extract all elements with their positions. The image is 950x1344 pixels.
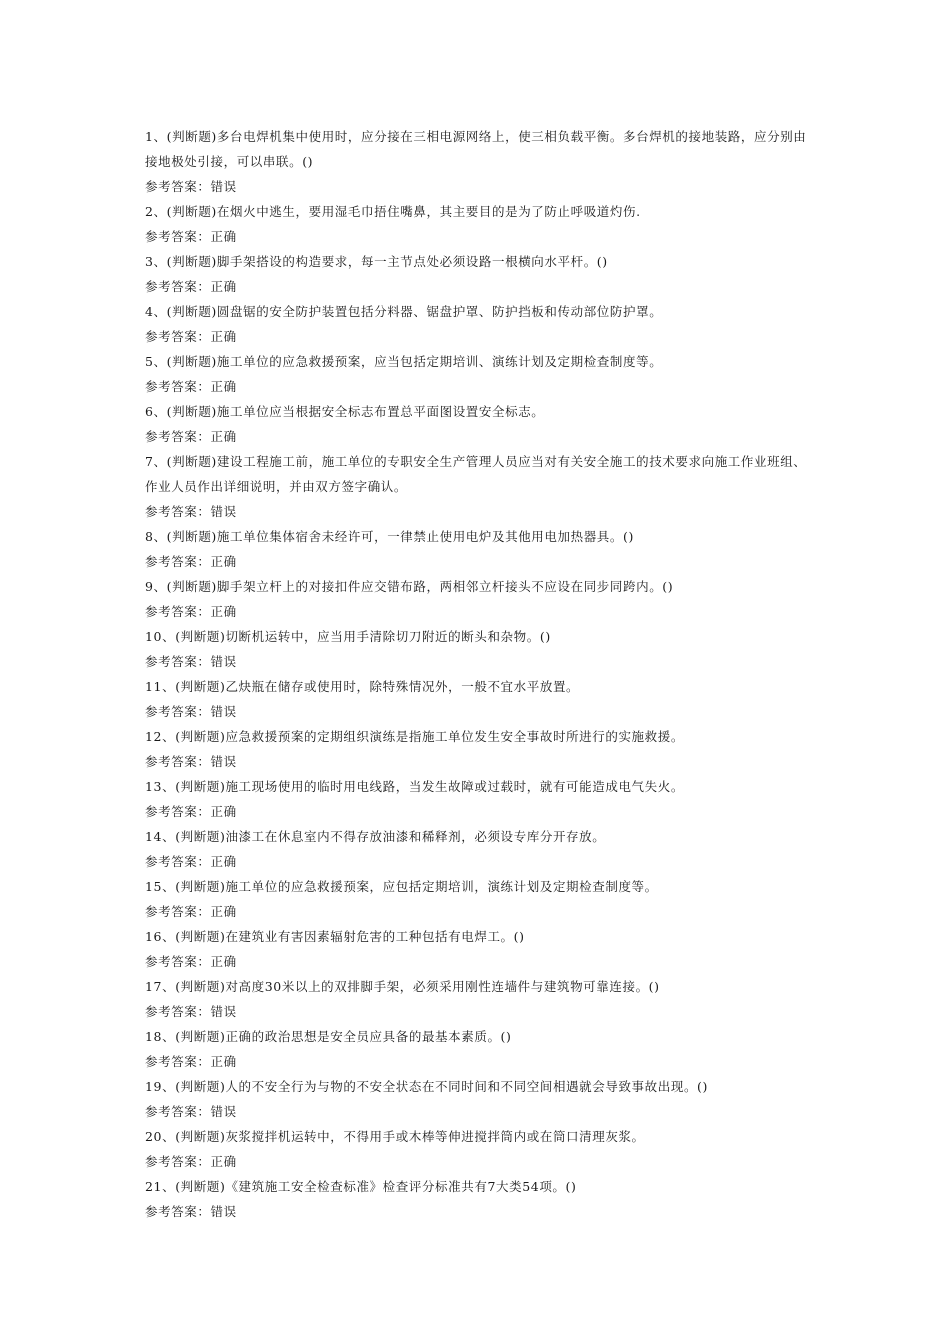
question-item bbox=[145, 524, 815, 574]
answer-text: 参考答案：正确 bbox=[145, 554, 237, 569]
question-text: 10、(判断题)切断机运转中，应当用手清除切刀附近的断头和杂物。() bbox=[145, 629, 551, 644]
question-text: 13、(判断题)施工现场使用的临时用电线路，当发生故障或过载时，就有可能造成电气失火。 bbox=[145, 779, 684, 794]
question-text: 21、(判断题)《建筑施工安全检查标准》检查评分标准共有7大类54项。() bbox=[145, 1179, 577, 1194]
question-text: 5、(判断题)施工单位的应急救援预案，应当包括定期培训、演练计划及定期检查制度等。 bbox=[145, 354, 663, 369]
question-text: 12、(判断题)应急救援预案的定期组织演练是指施工单位发生安全事故时所进行的实施救援。 bbox=[145, 729, 684, 744]
question-text: 7、(判断题)建设工程施工前，施工单位的专职安全生产管理人员应当对有关安全施工的技术要求向施工作业班组、作业人员作出详细说明，并由双方签字确认。 bbox=[145, 454, 807, 494]
question-text: 14、(判断题)油漆工在休息室内不得存放油漆和稀释剂，必须设专库分开存放。 bbox=[145, 829, 606, 844]
question-item bbox=[145, 824, 815, 874]
question-item bbox=[145, 574, 815, 624]
question-item bbox=[145, 1124, 815, 1174]
answer-text: 参考答案：正确 bbox=[145, 1054, 237, 1069]
answer-text: 参考答案：错误 bbox=[145, 654, 237, 669]
answer-text: 参考答案：错误 bbox=[145, 504, 237, 519]
answer-text: 参考答案：正确 bbox=[145, 854, 237, 869]
answer-text: 参考答案：正确 bbox=[145, 329, 237, 344]
question-text: 4、(判断题)圆盘锯的安全防护装置包括分料器、锯盘护罩、防护挡板和传动部位防护罩。 bbox=[145, 304, 663, 319]
question-list bbox=[145, 124, 815, 1224]
question-text: 1、(判断题)多台电焊机集中使用时，应分接在三相电源网络上，使三相负载平衡。多台焊机的接地装路，应分别由接地极处引接，可以串联。() bbox=[145, 129, 807, 169]
question-item bbox=[145, 1074, 815, 1124]
answer-text: 参考答案：错误 bbox=[145, 1004, 237, 1019]
question-item bbox=[145, 1174, 815, 1224]
answer-text: 参考答案：错误 bbox=[145, 754, 237, 769]
question-text: 17、(判断题)对高度30米以上的双排脚手架，必须采用刚性连墙件与建筑物可靠连接。() bbox=[145, 979, 660, 994]
question-item bbox=[145, 774, 815, 824]
question-item bbox=[145, 399, 815, 449]
question-item bbox=[145, 1024, 815, 1074]
question-text: 20、(判断题)灰浆搅拌机运转中，不得用手或木棒等伸进搅拌筒内或在筒口清理灰浆。 bbox=[145, 1129, 645, 1144]
answer-text: 参考答案：正确 bbox=[145, 429, 237, 444]
question-item bbox=[145, 449, 815, 524]
question-item bbox=[145, 974, 815, 1024]
answer-text: 参考答案：正确 bbox=[145, 379, 237, 394]
question-item bbox=[145, 724, 815, 774]
question-text: 15、(判断题)施工单位的应急救援预案，应包括定期培训，演练计划及定期检查制度等。 bbox=[145, 879, 658, 894]
answer-text: 参考答案：错误 bbox=[145, 1104, 237, 1119]
question-item bbox=[145, 299, 815, 349]
answer-text: 参考答案：错误 bbox=[145, 1204, 237, 1219]
question-text: 9、(判断题)脚手架立杆上的对接扣件应交错布路，两相邻立杆接头不应设在同步同跨内。() bbox=[145, 579, 674, 594]
question-item bbox=[145, 624, 815, 674]
question-text: 8、(判断题)施工单位集体宿舍未经许可，一律禁止使用电炉及其他用电加热器具。() bbox=[145, 529, 634, 544]
question-item bbox=[145, 124, 815, 199]
question-item bbox=[145, 924, 815, 974]
answer-text: 参考答案：正确 bbox=[145, 229, 237, 244]
question-text: 16、(判断题)在建筑业有害因素辐射危害的工种包括有电焊工。() bbox=[145, 929, 525, 944]
question-item bbox=[145, 199, 815, 249]
answer-text: 参考答案：正确 bbox=[145, 279, 237, 294]
question-item bbox=[145, 349, 815, 399]
answer-text: 参考答案：正确 bbox=[145, 954, 237, 969]
answer-text: 参考答案：正确 bbox=[145, 904, 237, 919]
question-item bbox=[145, 674, 815, 724]
question-text: 6、(判断题)施工单位应当根据安全标志布置总平面图设置安全标志。 bbox=[145, 404, 545, 419]
question-text: 19、(判断题)人的不安全行为与物的不安全状态在不同时间和不同空间相遇就会导致事故出现。() bbox=[145, 1079, 709, 1094]
question-text: 18、(判断题)正确的政治思想是安全员应具备的最基本素质。() bbox=[145, 1029, 512, 1044]
question-item bbox=[145, 874, 815, 924]
question-text: 2、(判断题)在烟火中逃生，要用湿毛巾捂住嘴鼻，其主要目的是为了防止呼吸道灼伤. bbox=[145, 204, 641, 219]
answer-text: 参考答案：正确 bbox=[145, 804, 237, 819]
question-item bbox=[145, 249, 815, 299]
answer-text: 参考答案：错误 bbox=[145, 179, 237, 194]
question-text: 3、(判断题)脚手架搭设的构造要求，每一主节点处必须设路一根横向水平杆。() bbox=[145, 254, 608, 269]
answer-text: 参考答案：正确 bbox=[145, 1154, 237, 1169]
answer-text: 参考答案：错误 bbox=[145, 704, 237, 719]
answer-text: 参考答案：正确 bbox=[145, 604, 237, 619]
question-text: 11、(判断题)乙炔瓶在储存或使用时，除特殊情况外，一般不宜水平放置。 bbox=[145, 679, 580, 694]
